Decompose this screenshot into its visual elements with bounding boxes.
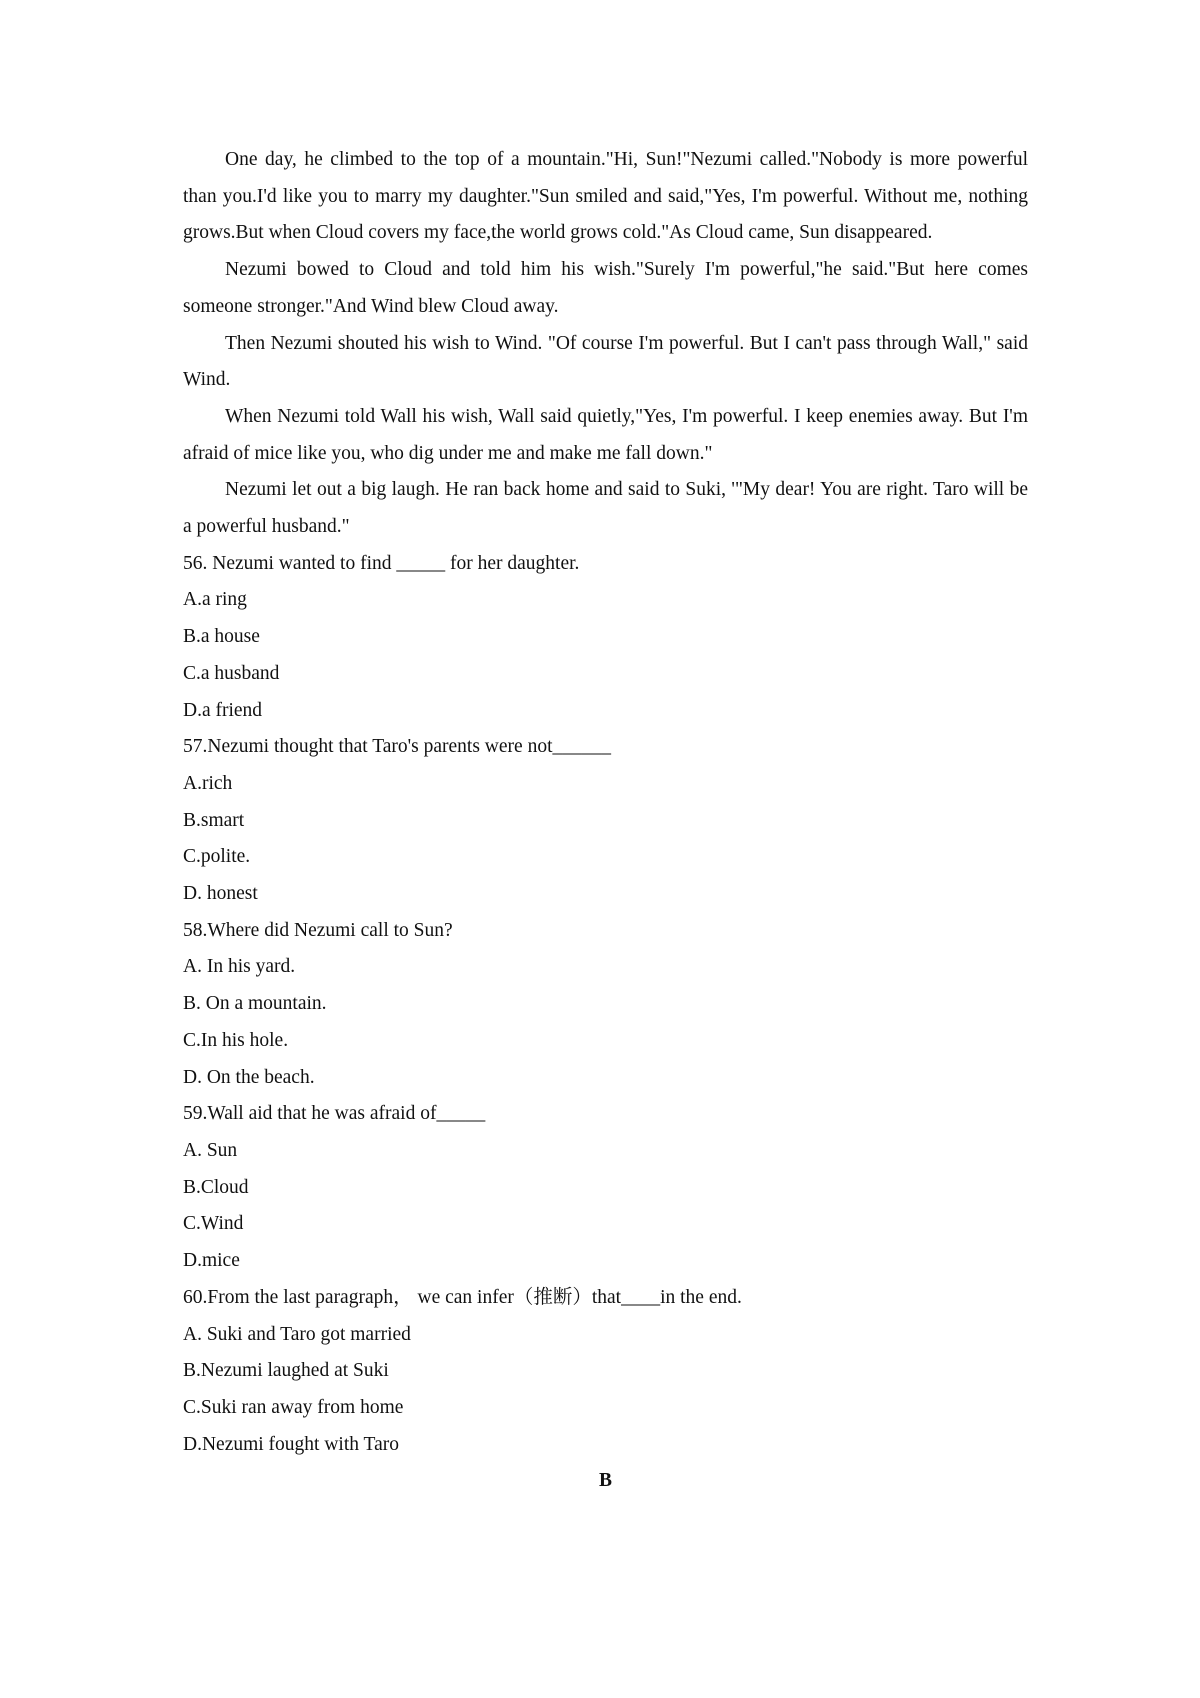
option-b: B.a house [183, 626, 260, 648]
question-58 [183, 913, 1028, 1097]
option-d: D. On the beach. [183, 1066, 315, 1088]
option-b: B.Nezumi laughed at Suki [183, 1360, 389, 1382]
option-d: D. honest [183, 883, 258, 905]
section-heading-b: B [598, 1470, 612, 1492]
passage-paragraph-2: Nezumi bowed to Cloud and told him his wish."Surely I'm powerful,"he said."But here comes someone stronger."And Wind blew Cloud away. [183, 259, 1028, 317]
document-page [183, 142, 1028, 1500]
option-d: D.mice [183, 1250, 240, 1272]
option-c: C.polite. [183, 846, 251, 868]
option-c: C.Wind [183, 1213, 244, 1235]
option-a: A.a ring [183, 589, 247, 611]
question-56 [183, 546, 1028, 730]
option-d: D.Nezumi fought with Taro [183, 1433, 399, 1455]
passage-paragraph-4: When Nezumi told Wall his wish, Wall said quietly,"Yes, I'm powerful. I keep enemies away. But I'm afraid of mice like you, who dig under me and make me fall down." [183, 405, 1028, 464]
option-b: B.Cloud [183, 1176, 249, 1198]
option-c: C.a husband [183, 662, 280, 684]
option-a: A. Sun [183, 1139, 238, 1161]
question-stem: 60.From the last paragraph， we can infer（推断）that____in the end. [183, 1286, 742, 1308]
question-stem: 56. Nezumi wanted to find _____ for her daughter. [183, 552, 580, 574]
passage-paragraph-5: Nezumi let out a big laugh. He ran back home and said to Suki, '"My dear! You are right. Taro will be a powerful husband." [183, 479, 1028, 538]
option-d: D.a friend [183, 699, 263, 721]
option-b: B. On a mountain. [183, 993, 327, 1015]
question-59 [183, 1096, 1028, 1280]
option-a: A.rich [183, 772, 233, 794]
reading-passage [183, 142, 1028, 546]
option-c: C.Suki ran away from home [183, 1396, 404, 1418]
question-stem: 59.Wall aid that he was afraid of_____ [183, 1103, 486, 1125]
option-c: C.In his hole. [183, 1029, 289, 1051]
option-a: A. Suki and Taro got married [183, 1323, 411, 1345]
option-b: B.smart [183, 809, 245, 831]
question-57 [183, 729, 1028, 913]
question-stem: 57.Nezumi thought that Taro's parents were not______ [183, 736, 611, 758]
passage-paragraph-1: One day, he climbed to the top of a mountain."Hi, Sun!"Nezumi called."Nobody is more powerful than you.I'd like you to marry my daughter."Sun smiled and said,"Yes, I'm powerful. Without me, nothing grows.But when Cloud covers my face,the world grows cold."As Cloud came, Sun disappeared. [183, 149, 1028, 244]
option-a: A. In his yard. [183, 956, 296, 978]
question-stem: 58.Where did Nezumi call to Sun? [183, 919, 453, 941]
passage-paragraph-3: Then Nezumi shouted his wish to Wind. "Of course I'm powerful. But I can't pass through Wall," said Wind. [183, 332, 1028, 391]
question-60 [183, 1280, 1028, 1464]
